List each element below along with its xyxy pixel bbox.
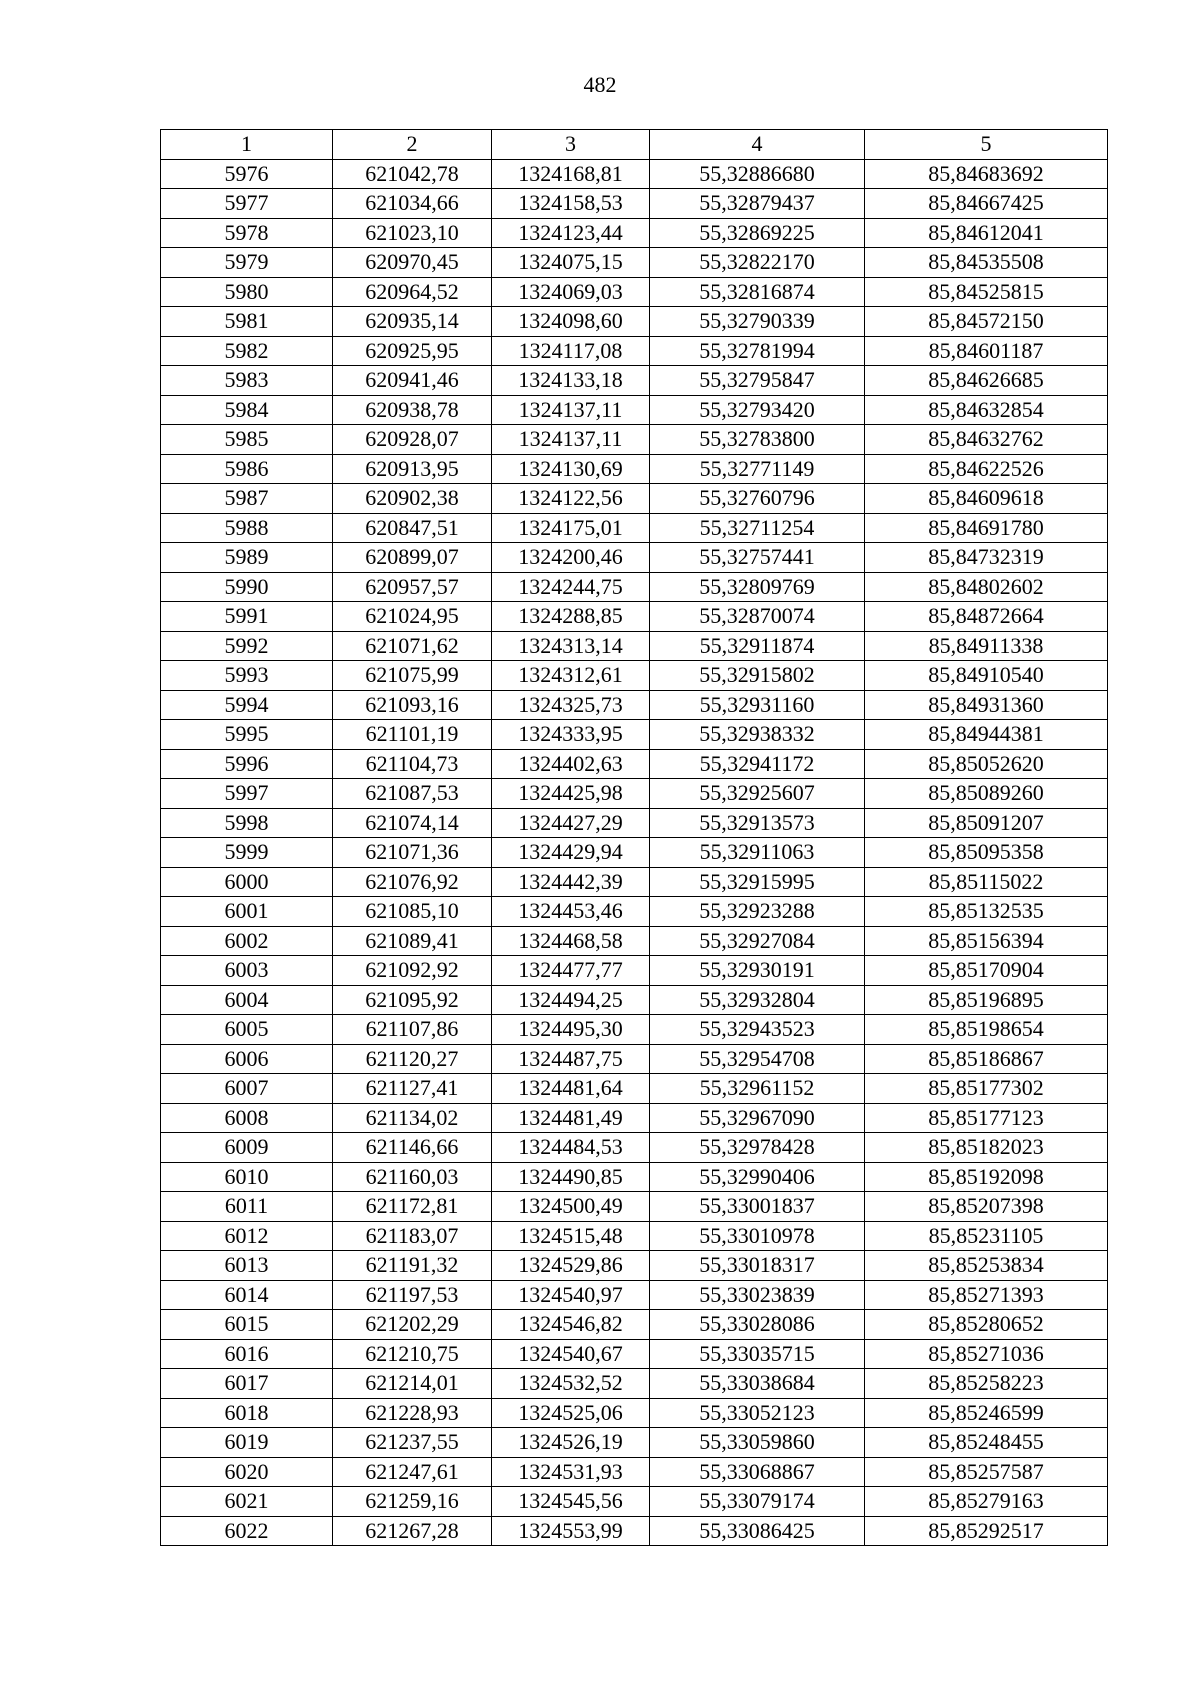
latitude-cell: 55,32932804 bbox=[650, 985, 865, 1015]
longitude-cell: 85,85089260 bbox=[865, 779, 1108, 809]
x-coordinate-cell: 621127,41 bbox=[333, 1074, 492, 1104]
x-coordinate-cell: 621087,53 bbox=[333, 779, 492, 809]
latitude-cell: 55,32771149 bbox=[650, 454, 865, 484]
y-coordinate-cell: 1324075,15 bbox=[492, 248, 650, 278]
x-coordinate-cell: 621034,66 bbox=[333, 189, 492, 219]
point-number-cell: 5991 bbox=[161, 602, 333, 632]
x-coordinate-cell: 621042,78 bbox=[333, 159, 492, 189]
point-number-cell: 5985 bbox=[161, 425, 333, 455]
table-row bbox=[161, 1516, 1108, 1546]
y-coordinate-cell: 1324515,48 bbox=[492, 1221, 650, 1251]
longitude-cell: 85,84872664 bbox=[865, 602, 1108, 632]
longitude-cell: 85,85196895 bbox=[865, 985, 1108, 1015]
point-number-cell: 6002 bbox=[161, 926, 333, 956]
longitude-cell: 85,84535508 bbox=[865, 248, 1108, 278]
x-coordinate-cell: 621214,01 bbox=[333, 1369, 492, 1399]
y-coordinate-cell: 1324130,69 bbox=[492, 454, 650, 484]
point-number-cell: 6000 bbox=[161, 867, 333, 897]
latitude-cell: 55,32930191 bbox=[650, 956, 865, 986]
latitude-cell: 55,32954708 bbox=[650, 1044, 865, 1074]
table-row bbox=[161, 1339, 1108, 1369]
y-coordinate-cell: 1324312,61 bbox=[492, 661, 650, 691]
column-header: 2 bbox=[333, 130, 492, 160]
latitude-cell: 55,32938332 bbox=[650, 720, 865, 750]
x-coordinate-cell: 621085,10 bbox=[333, 897, 492, 927]
latitude-cell: 55,33086425 bbox=[650, 1516, 865, 1546]
longitude-cell: 85,85246599 bbox=[865, 1398, 1108, 1428]
latitude-cell: 55,32931160 bbox=[650, 690, 865, 720]
latitude-cell: 55,32943523 bbox=[650, 1015, 865, 1045]
longitude-cell: 85,85258223 bbox=[865, 1369, 1108, 1399]
table-row bbox=[161, 1162, 1108, 1192]
table-row bbox=[161, 1044, 1108, 1074]
table-row bbox=[161, 1487, 1108, 1517]
point-number-cell: 5982 bbox=[161, 336, 333, 366]
latitude-cell: 55,32978428 bbox=[650, 1133, 865, 1163]
table-row bbox=[161, 602, 1108, 632]
table-row bbox=[161, 926, 1108, 956]
y-coordinate-cell: 1324333,95 bbox=[492, 720, 650, 750]
x-coordinate-cell: 621076,92 bbox=[333, 867, 492, 897]
x-coordinate-cell: 621104,73 bbox=[333, 749, 492, 779]
point-number-cell: 5997 bbox=[161, 779, 333, 809]
latitude-cell: 55,32915995 bbox=[650, 867, 865, 897]
x-coordinate-cell: 621071,62 bbox=[333, 631, 492, 661]
table-row bbox=[161, 425, 1108, 455]
table-row bbox=[161, 1310, 1108, 1340]
table-row bbox=[161, 838, 1108, 868]
latitude-cell: 55,32822170 bbox=[650, 248, 865, 278]
longitude-cell: 85,85192098 bbox=[865, 1162, 1108, 1192]
longitude-cell: 85,85182023 bbox=[865, 1133, 1108, 1163]
table-row bbox=[161, 956, 1108, 986]
point-number-cell: 5977 bbox=[161, 189, 333, 219]
column-header: 5 bbox=[865, 130, 1108, 160]
longitude-cell: 85,85177302 bbox=[865, 1074, 1108, 1104]
y-coordinate-cell: 1324477,77 bbox=[492, 956, 650, 986]
longitude-cell: 85,85271036 bbox=[865, 1339, 1108, 1369]
y-coordinate-cell: 1324453,46 bbox=[492, 897, 650, 927]
latitude-cell: 55,33079174 bbox=[650, 1487, 865, 1517]
latitude-cell: 55,32967090 bbox=[650, 1103, 865, 1133]
latitude-cell: 55,32911874 bbox=[650, 631, 865, 661]
latitude-cell: 55,33001837 bbox=[650, 1192, 865, 1222]
table-row bbox=[161, 1457, 1108, 1487]
latitude-cell: 55,32886680 bbox=[650, 159, 865, 189]
table-row bbox=[161, 248, 1108, 278]
y-coordinate-cell: 1324529,86 bbox=[492, 1251, 650, 1281]
latitude-cell: 55,32760796 bbox=[650, 484, 865, 514]
table-row bbox=[161, 1428, 1108, 1458]
table-header bbox=[161, 130, 1108, 160]
longitude-cell: 85,84525815 bbox=[865, 277, 1108, 307]
y-coordinate-cell: 1324525,06 bbox=[492, 1398, 650, 1428]
latitude-cell: 55,32911063 bbox=[650, 838, 865, 868]
x-coordinate-cell: 621146,66 bbox=[333, 1133, 492, 1163]
point-number-cell: 5976 bbox=[161, 159, 333, 189]
longitude-cell: 85,85115022 bbox=[865, 867, 1108, 897]
x-coordinate-cell: 620941,46 bbox=[333, 366, 492, 396]
longitude-cell: 85,85132535 bbox=[865, 897, 1108, 927]
longitude-cell: 85,84626685 bbox=[865, 366, 1108, 396]
point-number-cell: 5992 bbox=[161, 631, 333, 661]
table-row bbox=[161, 720, 1108, 750]
longitude-cell: 85,85095358 bbox=[865, 838, 1108, 868]
table-row bbox=[161, 366, 1108, 396]
point-number-cell: 5979 bbox=[161, 248, 333, 278]
latitude-cell: 55,32879437 bbox=[650, 189, 865, 219]
y-coordinate-cell: 1324288,85 bbox=[492, 602, 650, 632]
y-coordinate-cell: 1324495,30 bbox=[492, 1015, 650, 1045]
longitude-cell: 85,84732319 bbox=[865, 543, 1108, 573]
y-coordinate-cell: 1324540,97 bbox=[492, 1280, 650, 1310]
x-coordinate-cell: 621101,19 bbox=[333, 720, 492, 750]
y-coordinate-cell: 1324200,46 bbox=[492, 543, 650, 573]
point-number-cell: 5983 bbox=[161, 366, 333, 396]
y-coordinate-cell: 1324500,49 bbox=[492, 1192, 650, 1222]
latitude-cell: 55,32870074 bbox=[650, 602, 865, 632]
y-coordinate-cell: 1324427,29 bbox=[492, 808, 650, 838]
y-coordinate-cell: 1324442,39 bbox=[492, 867, 650, 897]
y-coordinate-cell: 1324553,99 bbox=[492, 1516, 650, 1546]
latitude-cell: 55,33028086 bbox=[650, 1310, 865, 1340]
x-coordinate-cell: 621074,14 bbox=[333, 808, 492, 838]
latitude-cell: 55,32781994 bbox=[650, 336, 865, 366]
point-number-cell: 6016 bbox=[161, 1339, 333, 1369]
point-number-cell: 5993 bbox=[161, 661, 333, 691]
table-row bbox=[161, 336, 1108, 366]
table-row bbox=[161, 808, 1108, 838]
y-coordinate-cell: 1324532,52 bbox=[492, 1369, 650, 1399]
x-coordinate-cell: 621120,27 bbox=[333, 1044, 492, 1074]
y-coordinate-cell: 1324244,75 bbox=[492, 572, 650, 602]
y-coordinate-cell: 1324425,98 bbox=[492, 779, 650, 809]
y-coordinate-cell: 1324133,18 bbox=[492, 366, 650, 396]
table-row bbox=[161, 159, 1108, 189]
point-number-cell: 6020 bbox=[161, 1457, 333, 1487]
point-number-cell: 5978 bbox=[161, 218, 333, 248]
table-row bbox=[161, 897, 1108, 927]
y-coordinate-cell: 1324137,11 bbox=[492, 395, 650, 425]
y-coordinate-cell: 1324526,19 bbox=[492, 1428, 650, 1458]
point-number-cell: 6015 bbox=[161, 1310, 333, 1340]
point-number-cell: 6010 bbox=[161, 1162, 333, 1192]
x-coordinate-cell: 620938,78 bbox=[333, 395, 492, 425]
longitude-cell: 85,85198654 bbox=[865, 1015, 1108, 1045]
y-coordinate-cell: 1324402,63 bbox=[492, 749, 650, 779]
x-coordinate-cell: 621092,92 bbox=[333, 956, 492, 986]
point-number-cell: 5996 bbox=[161, 749, 333, 779]
longitude-cell: 85,85091207 bbox=[865, 808, 1108, 838]
longitude-cell: 85,84612041 bbox=[865, 218, 1108, 248]
latitude-cell: 55,33018317 bbox=[650, 1251, 865, 1281]
x-coordinate-cell: 621095,92 bbox=[333, 985, 492, 1015]
latitude-cell: 55,32757441 bbox=[650, 543, 865, 573]
table-row bbox=[161, 749, 1108, 779]
x-coordinate-cell: 621210,75 bbox=[333, 1339, 492, 1369]
point-number-cell: 5990 bbox=[161, 572, 333, 602]
table-row bbox=[161, 395, 1108, 425]
table-row bbox=[161, 1103, 1108, 1133]
longitude-cell: 85,85248455 bbox=[865, 1428, 1108, 1458]
table-row bbox=[161, 631, 1108, 661]
y-coordinate-cell: 1324546,82 bbox=[492, 1310, 650, 1340]
y-coordinate-cell: 1324487,75 bbox=[492, 1044, 650, 1074]
x-coordinate-cell: 620970,45 bbox=[333, 248, 492, 278]
longitude-cell: 85,84910540 bbox=[865, 661, 1108, 691]
table-body bbox=[161, 159, 1108, 1546]
point-number-cell: 6003 bbox=[161, 956, 333, 986]
table-row bbox=[161, 1251, 1108, 1281]
x-coordinate-cell: 621259,16 bbox=[333, 1487, 492, 1517]
table-row bbox=[161, 189, 1108, 219]
table-row bbox=[161, 1369, 1108, 1399]
point-number-cell: 5980 bbox=[161, 277, 333, 307]
latitude-cell: 55,32990406 bbox=[650, 1162, 865, 1192]
x-coordinate-cell: 620928,07 bbox=[333, 425, 492, 455]
latitude-cell: 55,33068867 bbox=[650, 1457, 865, 1487]
latitude-cell: 55,32795847 bbox=[650, 366, 865, 396]
latitude-cell: 55,32941172 bbox=[650, 749, 865, 779]
y-coordinate-cell: 1324117,08 bbox=[492, 336, 650, 366]
table-row bbox=[161, 1074, 1108, 1104]
longitude-cell: 85,85207398 bbox=[865, 1192, 1108, 1222]
longitude-cell: 85,85280652 bbox=[865, 1310, 1108, 1340]
x-coordinate-cell: 620899,07 bbox=[333, 543, 492, 573]
x-coordinate-cell: 621134,02 bbox=[333, 1103, 492, 1133]
longitude-cell: 85,85052620 bbox=[865, 749, 1108, 779]
point-number-cell: 6008 bbox=[161, 1103, 333, 1133]
x-coordinate-cell: 621202,29 bbox=[333, 1310, 492, 1340]
longitude-cell: 85,84944381 bbox=[865, 720, 1108, 750]
point-number-cell: 6014 bbox=[161, 1280, 333, 1310]
longitude-cell: 85,84632854 bbox=[865, 395, 1108, 425]
latitude-cell: 55,33038684 bbox=[650, 1369, 865, 1399]
point-number-cell: 6018 bbox=[161, 1398, 333, 1428]
y-coordinate-cell: 1324122,56 bbox=[492, 484, 650, 514]
latitude-cell: 55,32816874 bbox=[650, 277, 865, 307]
point-number-cell: 6011 bbox=[161, 1192, 333, 1222]
longitude-cell: 85,84622526 bbox=[865, 454, 1108, 484]
longitude-cell: 85,84632762 bbox=[865, 425, 1108, 455]
latitude-cell: 55,33035715 bbox=[650, 1339, 865, 1369]
table-row bbox=[161, 779, 1108, 809]
longitude-cell: 85,85177123 bbox=[865, 1103, 1108, 1133]
latitude-cell: 55,32790339 bbox=[650, 307, 865, 337]
y-coordinate-cell: 1324468,58 bbox=[492, 926, 650, 956]
point-number-cell: 6004 bbox=[161, 985, 333, 1015]
latitude-cell: 55,32923288 bbox=[650, 897, 865, 927]
latitude-cell: 55,33059860 bbox=[650, 1428, 865, 1458]
header-row bbox=[161, 130, 1108, 160]
table-row bbox=[161, 454, 1108, 484]
y-coordinate-cell: 1324494,25 bbox=[492, 985, 650, 1015]
longitude-cell: 85,84601187 bbox=[865, 336, 1108, 366]
longitude-cell: 85,85156394 bbox=[865, 926, 1108, 956]
point-number-cell: 6019 bbox=[161, 1428, 333, 1458]
table-row bbox=[161, 218, 1108, 248]
point-number-cell: 6001 bbox=[161, 897, 333, 927]
x-coordinate-cell: 621075,99 bbox=[333, 661, 492, 691]
y-coordinate-cell: 1324168,81 bbox=[492, 159, 650, 189]
latitude-cell: 55,33023839 bbox=[650, 1280, 865, 1310]
x-coordinate-cell: 621191,32 bbox=[333, 1251, 492, 1281]
longitude-cell: 85,84691780 bbox=[865, 513, 1108, 543]
y-coordinate-cell: 1324429,94 bbox=[492, 838, 650, 868]
x-coordinate-cell: 621023,10 bbox=[333, 218, 492, 248]
point-number-cell: 5994 bbox=[161, 690, 333, 720]
longitude-cell: 85,84609618 bbox=[865, 484, 1108, 514]
table-row bbox=[161, 661, 1108, 691]
latitude-cell: 55,32793420 bbox=[650, 395, 865, 425]
longitude-cell: 85,85271393 bbox=[865, 1280, 1108, 1310]
page-number: 482 bbox=[583, 72, 617, 97]
point-number-cell: 6022 bbox=[161, 1516, 333, 1546]
x-coordinate-cell: 620925,95 bbox=[333, 336, 492, 366]
longitude-cell: 85,84667425 bbox=[865, 189, 1108, 219]
table-row bbox=[161, 1133, 1108, 1163]
x-coordinate-cell: 621197,53 bbox=[333, 1280, 492, 1310]
x-coordinate-cell: 621089,41 bbox=[333, 926, 492, 956]
point-number-cell: 6005 bbox=[161, 1015, 333, 1045]
latitude-cell: 55,32783800 bbox=[650, 425, 865, 455]
x-coordinate-cell: 621024,95 bbox=[333, 602, 492, 632]
longitude-cell: 85,84683692 bbox=[865, 159, 1108, 189]
latitude-cell: 55,32915802 bbox=[650, 661, 865, 691]
x-coordinate-cell: 620913,95 bbox=[333, 454, 492, 484]
x-coordinate-cell: 621093,16 bbox=[333, 690, 492, 720]
y-coordinate-cell: 1324531,93 bbox=[492, 1457, 650, 1487]
y-coordinate-cell: 1324481,49 bbox=[492, 1103, 650, 1133]
y-coordinate-cell: 1324481,64 bbox=[492, 1074, 650, 1104]
y-coordinate-cell: 1324158,53 bbox=[492, 189, 650, 219]
point-number-cell: 6013 bbox=[161, 1251, 333, 1281]
y-coordinate-cell: 1324098,60 bbox=[492, 307, 650, 337]
table-row bbox=[161, 1280, 1108, 1310]
longitude-cell: 85,85170904 bbox=[865, 956, 1108, 986]
longitude-cell: 85,85279163 bbox=[865, 1487, 1108, 1517]
x-coordinate-cell: 620935,14 bbox=[333, 307, 492, 337]
table-row bbox=[161, 513, 1108, 543]
table-row bbox=[161, 1221, 1108, 1251]
point-number-cell: 6017 bbox=[161, 1369, 333, 1399]
x-coordinate-cell: 621247,61 bbox=[333, 1457, 492, 1487]
point-number-cell: 6006 bbox=[161, 1044, 333, 1074]
x-coordinate-cell: 621107,86 bbox=[333, 1015, 492, 1045]
x-coordinate-cell: 621172,81 bbox=[333, 1192, 492, 1222]
y-coordinate-cell: 1324069,03 bbox=[492, 277, 650, 307]
table-row bbox=[161, 690, 1108, 720]
x-coordinate-cell: 621237,55 bbox=[333, 1428, 492, 1458]
table-row bbox=[161, 572, 1108, 602]
point-number-cell: 5999 bbox=[161, 838, 333, 868]
x-coordinate-cell: 621228,93 bbox=[333, 1398, 492, 1428]
y-coordinate-cell: 1324175,01 bbox=[492, 513, 650, 543]
latitude-cell: 55,32927084 bbox=[650, 926, 865, 956]
x-coordinate-cell: 620902,38 bbox=[333, 484, 492, 514]
latitude-cell: 55,32961152 bbox=[650, 1074, 865, 1104]
point-number-cell: 5989 bbox=[161, 543, 333, 573]
x-coordinate-cell: 621267,28 bbox=[333, 1516, 492, 1546]
point-number-cell: 5988 bbox=[161, 513, 333, 543]
point-number-cell: 6009 bbox=[161, 1133, 333, 1163]
latitude-cell: 55,32925607 bbox=[650, 779, 865, 809]
longitude-cell: 85,85253834 bbox=[865, 1251, 1108, 1281]
column-header: 4 bbox=[650, 130, 865, 160]
table-row bbox=[161, 484, 1108, 514]
x-coordinate-cell: 621183,07 bbox=[333, 1221, 492, 1251]
point-number-cell: 5995 bbox=[161, 720, 333, 750]
latitude-cell: 55,32913573 bbox=[650, 808, 865, 838]
point-number-cell: 6007 bbox=[161, 1074, 333, 1104]
latitude-cell: 55,32869225 bbox=[650, 218, 865, 248]
point-number-cell: 5981 bbox=[161, 307, 333, 337]
x-coordinate-cell: 621160,03 bbox=[333, 1162, 492, 1192]
point-number-cell: 6012 bbox=[161, 1221, 333, 1251]
table-row bbox=[161, 307, 1108, 337]
y-coordinate-cell: 1324325,73 bbox=[492, 690, 650, 720]
point-number-cell: 5987 bbox=[161, 484, 333, 514]
latitude-cell: 55,32711254 bbox=[650, 513, 865, 543]
latitude-cell: 55,33010978 bbox=[650, 1221, 865, 1251]
latitude-cell: 55,33052123 bbox=[650, 1398, 865, 1428]
table-row bbox=[161, 867, 1108, 897]
column-header: 3 bbox=[492, 130, 650, 160]
longitude-cell: 85,84911338 bbox=[865, 631, 1108, 661]
latitude-cell: 55,32809769 bbox=[650, 572, 865, 602]
point-number-cell: 5984 bbox=[161, 395, 333, 425]
longitude-cell: 85,85292517 bbox=[865, 1516, 1108, 1546]
table-row bbox=[161, 1192, 1108, 1222]
y-coordinate-cell: 1324540,67 bbox=[492, 1339, 650, 1369]
point-number-cell: 6021 bbox=[161, 1487, 333, 1517]
longitude-cell: 85,84802602 bbox=[865, 572, 1108, 602]
y-coordinate-cell: 1324545,56 bbox=[492, 1487, 650, 1517]
table-row bbox=[161, 1015, 1108, 1045]
x-coordinate-cell: 620847,51 bbox=[333, 513, 492, 543]
longitude-cell: 85,85257587 bbox=[865, 1457, 1108, 1487]
longitude-cell: 85,85186867 bbox=[865, 1044, 1108, 1074]
point-number-cell: 5986 bbox=[161, 454, 333, 484]
y-coordinate-cell: 1324313,14 bbox=[492, 631, 650, 661]
table-row bbox=[161, 1398, 1108, 1428]
y-coordinate-cell: 1324484,53 bbox=[492, 1133, 650, 1163]
coordinates-table bbox=[160, 129, 1108, 1546]
column-header: 1 bbox=[161, 130, 333, 160]
longitude-cell: 85,84931360 bbox=[865, 690, 1108, 720]
table-row bbox=[161, 543, 1108, 573]
longitude-cell: 85,85231105 bbox=[865, 1221, 1108, 1251]
x-coordinate-cell: 621071,36 bbox=[333, 838, 492, 868]
y-coordinate-cell: 1324123,44 bbox=[492, 218, 650, 248]
x-coordinate-cell: 620964,52 bbox=[333, 277, 492, 307]
longitude-cell: 85,84572150 bbox=[865, 307, 1108, 337]
table-row bbox=[161, 985, 1108, 1015]
point-number-cell: 5998 bbox=[161, 808, 333, 838]
x-coordinate-cell: 620957,57 bbox=[333, 572, 492, 602]
y-coordinate-cell: 1324490,85 bbox=[492, 1162, 650, 1192]
y-coordinate-cell: 1324137,11 bbox=[492, 425, 650, 455]
table-row bbox=[161, 277, 1108, 307]
